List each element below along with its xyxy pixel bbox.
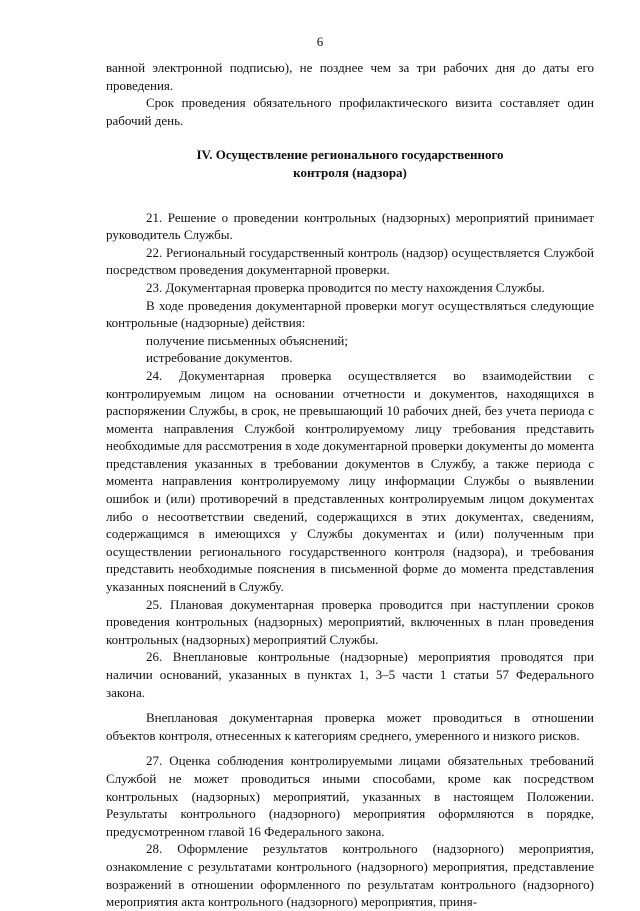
paragraph-27: 27. Оценка соблюдения контролируемыми лицами обязательных требований Службой не может проводиться иными способами, кроме как посредством контрольных (надзорных) мероприятий, указанных в настоящем Положении. Результаты контрольного (надзорного) мероприятия оформляются в порядке, предусмотренном главой 16 Федерального закона. (106, 753, 594, 839)
list-item-explanations: получение письменных объяснений; (146, 332, 348, 348)
section-heading-line-1: IV. Осуществление регионального государственного (196, 147, 504, 163)
paragraph-23-actions: В ходе проведения документарной проверки могут осуществляться следующие контрольные (надзорные) действия: (106, 297, 594, 331)
paragraph-24: 24. Документарная проверка осуществляется во взаимодействии с контролируемым лицом на основании отчетности и документов, находящихся в распоряжении Службы, в срок, не превышающий 10 рабочих дней, без учета периода с момента направления Службой контролируемому лицу требования представить необходимые для рассмотрения в ходе документарной проверки документы до момента представления указанных в требовании документов в Службу, а также периода с момента направления контролируемому лицу информации Службы о выявлении ошибок и (или) противоречий в представленных контролируемым лицом документах либо о несоответствии сведений, содержащихся в этих документах, сведениям, содержащимся в имеющихся у Службы документах и (или) полученным при осуществлении регионального государственного контроля (надзора), и требования представить необходимые пояснения в письменной форме до момента представления указанных пояснений в Службу. (106, 367, 594, 595)
paragraph-26-unscheduled: Внеплановая документарная проверка может проводиться в отношении объектов контроля, отнесенных к категориям среднего, умеренного и низкого рисков. (106, 710, 594, 743)
paragraph-visit-duration: Срок проведения обязательного профилактического визита составляет один рабочий день. (106, 95, 594, 128)
paragraph-28: 28. Оформление результатов контрольного (надзорного) мероприятия, ознакомление с результатами контрольного (надзорного) мероприятия, представление возражений в отношении оформленного по результатам контрольного (надзорного) мероприятия акта контрольного (надзорного) мероприятия, приня- (106, 841, 594, 910)
list-item-documents: истребование документов. (146, 350, 293, 366)
paragraph-continuation: ванной электронной подписью), не позднее чем за три рабочих дня до даты его проведения. (106, 60, 594, 93)
paragraph-21: 21. Решение о проведении контрольных (надзорных) мероприятий принимает руководитель Службы. (106, 209, 594, 243)
document-body (106, 59, 594, 911)
paragraph-25: 25. Плановая документарная проверка проводится при наступлении сроков проведения контрольных (надзорных) мероприятий, включенных в план проведения контрольных (надзорных) мероприятий Службы. (106, 596, 594, 647)
section-heading (106, 146, 594, 181)
paragraph-23: 23. Документарная проверка проводится по месту нахождения Службы. (146, 279, 545, 295)
paragraph-22: 22. Региональный государственный контроль (надзор) осуществляется Службой посредством проведения документарной проверки. (106, 244, 594, 278)
page-number: 6 (316, 34, 324, 49)
section-heading-line-2: контроля (надзора) (293, 164, 407, 180)
paragraph-26: 26. Внеплановые контрольные (надзорные) мероприятия проводятся при наличии оснований, указанных в пунктах 1, 3–5 части 1 статьи 57 Федерального закона. (106, 649, 594, 700)
